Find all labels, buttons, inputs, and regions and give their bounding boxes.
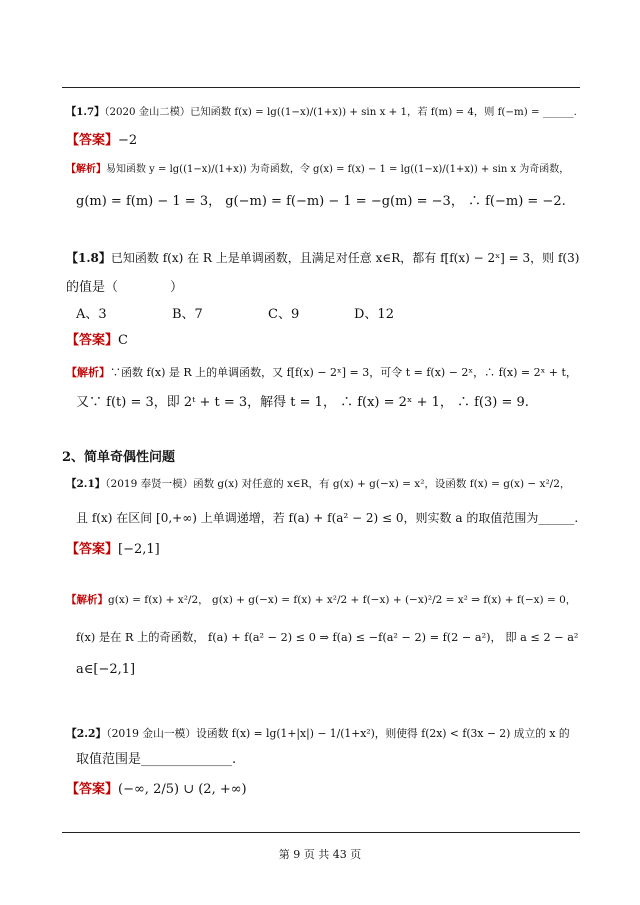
problem-1-7-analysis-1 bbox=[66, 160, 569, 180]
problem-1-8-answer bbox=[66, 331, 128, 351]
problem-id: 【2.1】 bbox=[66, 478, 106, 490]
section-title: 2、简单奇偶性问题 bbox=[62, 450, 176, 465]
problem-2-1-analysis-3: a∈[−2,1] bbox=[76, 662, 136, 677]
option-a: A、3 bbox=[76, 307, 107, 322]
option-d: D、12 bbox=[354, 307, 394, 322]
problem-1-8-analysis-1 bbox=[66, 363, 577, 383]
answer-label: 【答案】 bbox=[66, 333, 119, 348]
problem-id: 【1.7】 bbox=[66, 106, 105, 118]
problem-stem: （2020 金山二模）已知函数 f(x) = lg((1−x)/(1+x)) + sin x + 1，若 f(m) = 4，则 f(−m) = ______. bbox=[104, 106, 577, 118]
answer-value: (−∞, 2/5) ∪ (2, +∞) bbox=[118, 782, 247, 797]
analysis-label: 【解析】 bbox=[66, 594, 108, 606]
option-b: B、7 bbox=[172, 307, 203, 322]
analysis-label: 【解析】 bbox=[66, 164, 106, 175]
problem-2-1-stem-1 bbox=[66, 474, 570, 494]
page-footer: 第 9 页 共 43 页 bbox=[278, 848, 362, 861]
problem-stem: （2019 奉贤一模）函数 g(x) 对任意的 x∈R，有 g(x) + g(−x) = x²，设函数 f(x) = g(x) − x²/2， bbox=[105, 478, 571, 490]
problem-1-7-analysis-2: g(m) = f(m) − 1 = 3， g(−m) = f(−m) − 1 = −g(m) = −3， ∴ f(−m) = −2. bbox=[76, 194, 566, 209]
top-rule bbox=[62, 87, 580, 88]
answer-value: −2 bbox=[118, 133, 138, 148]
problem-2-2-stem-2: 取值范围是______________. bbox=[76, 752, 237, 767]
problem-2-2-answer bbox=[66, 780, 247, 800]
answer-value: [−2,1] bbox=[118, 542, 160, 557]
answer-label: 【答案】 bbox=[66, 133, 119, 148]
problem-stem: 已知函数 f(x) 在 R 上是单调函数，且满足对任意 x∈R，都有 f[f(x) − 2ˣ] = 3，则 f(3) bbox=[110, 251, 580, 265]
option-c: C、9 bbox=[268, 307, 300, 322]
problem-id: 【2.2】 bbox=[66, 727, 107, 740]
problem-1-8-stem-2: 的值是（ ） bbox=[66, 280, 184, 295]
answer-label: 【答案】 bbox=[66, 542, 119, 557]
problem-2-2-stem-1 bbox=[66, 724, 570, 744]
problem-stem: （2019 金山一模）设函数 f(x) = lg(1+|x|) − 1/(1+x²)，则使得 f(2x) < f(3x − 2) 成立的 x 的 bbox=[106, 727, 570, 740]
analysis-text: 易知函数 y = lg((1−x)/(1+x)) 为奇函数，令 g(x) = f(x) − 1 = lg((1−x)/(1+x)) + sin x 为奇函数， bbox=[106, 164, 570, 175]
analysis-text: g(x) = f(x) + x²/2， g(x) + g(−x) = f(x) + x²/2 + f(−x) + (−x)²/2 = x² ⇒ f(x) + f(−x) = 0， bbox=[108, 594, 577, 606]
problem-2-1-analysis-2: f(x) 是在 R 上的奇函数， f(a) + f(a² − 2) ≤ 0 ⇒ f(a) ≤ −f(a² − 2) = f(2 − a²)， 即 a ≤ 2 − a² bbox=[76, 631, 579, 644]
problem-2-1-analysis-1 bbox=[66, 590, 576, 610]
bottom-rule bbox=[62, 832, 580, 833]
analysis-label: 【解析】 bbox=[66, 366, 110, 379]
problem-1-7-stem bbox=[66, 102, 577, 122]
problem-1-8-stem-1 bbox=[66, 248, 579, 268]
problem-id: 【1.8】 bbox=[66, 251, 111, 265]
problem-2-1-answer bbox=[66, 540, 160, 560]
answer-value: C bbox=[118, 333, 128, 348]
problem-1-7-answer bbox=[66, 131, 137, 151]
answer-label: 【答案】 bbox=[66, 782, 119, 797]
problem-1-8-analysis-2: 又∵ f(t) = 3，即 2ᵗ + t = 3，解得 t = 1， ∴ f(x) = 2ˣ + 1， ∴ f(3) = 9. bbox=[76, 395, 529, 410]
problem-2-1-stem-2: 且 f(x) 在区间 [0,+∞) 上单调递增，若 f(a) + f(a² − 2) ≤ 0，则实数 a 的取值范围为______. bbox=[76, 511, 579, 525]
analysis-text: ∵函数 f(x) 是 R 上的单调函数，又 f[f(x) − 2ˣ] = 3，可令 t = f(x) − 2ˣ，∴ f(x) = 2ˣ + t， bbox=[110, 366, 577, 379]
